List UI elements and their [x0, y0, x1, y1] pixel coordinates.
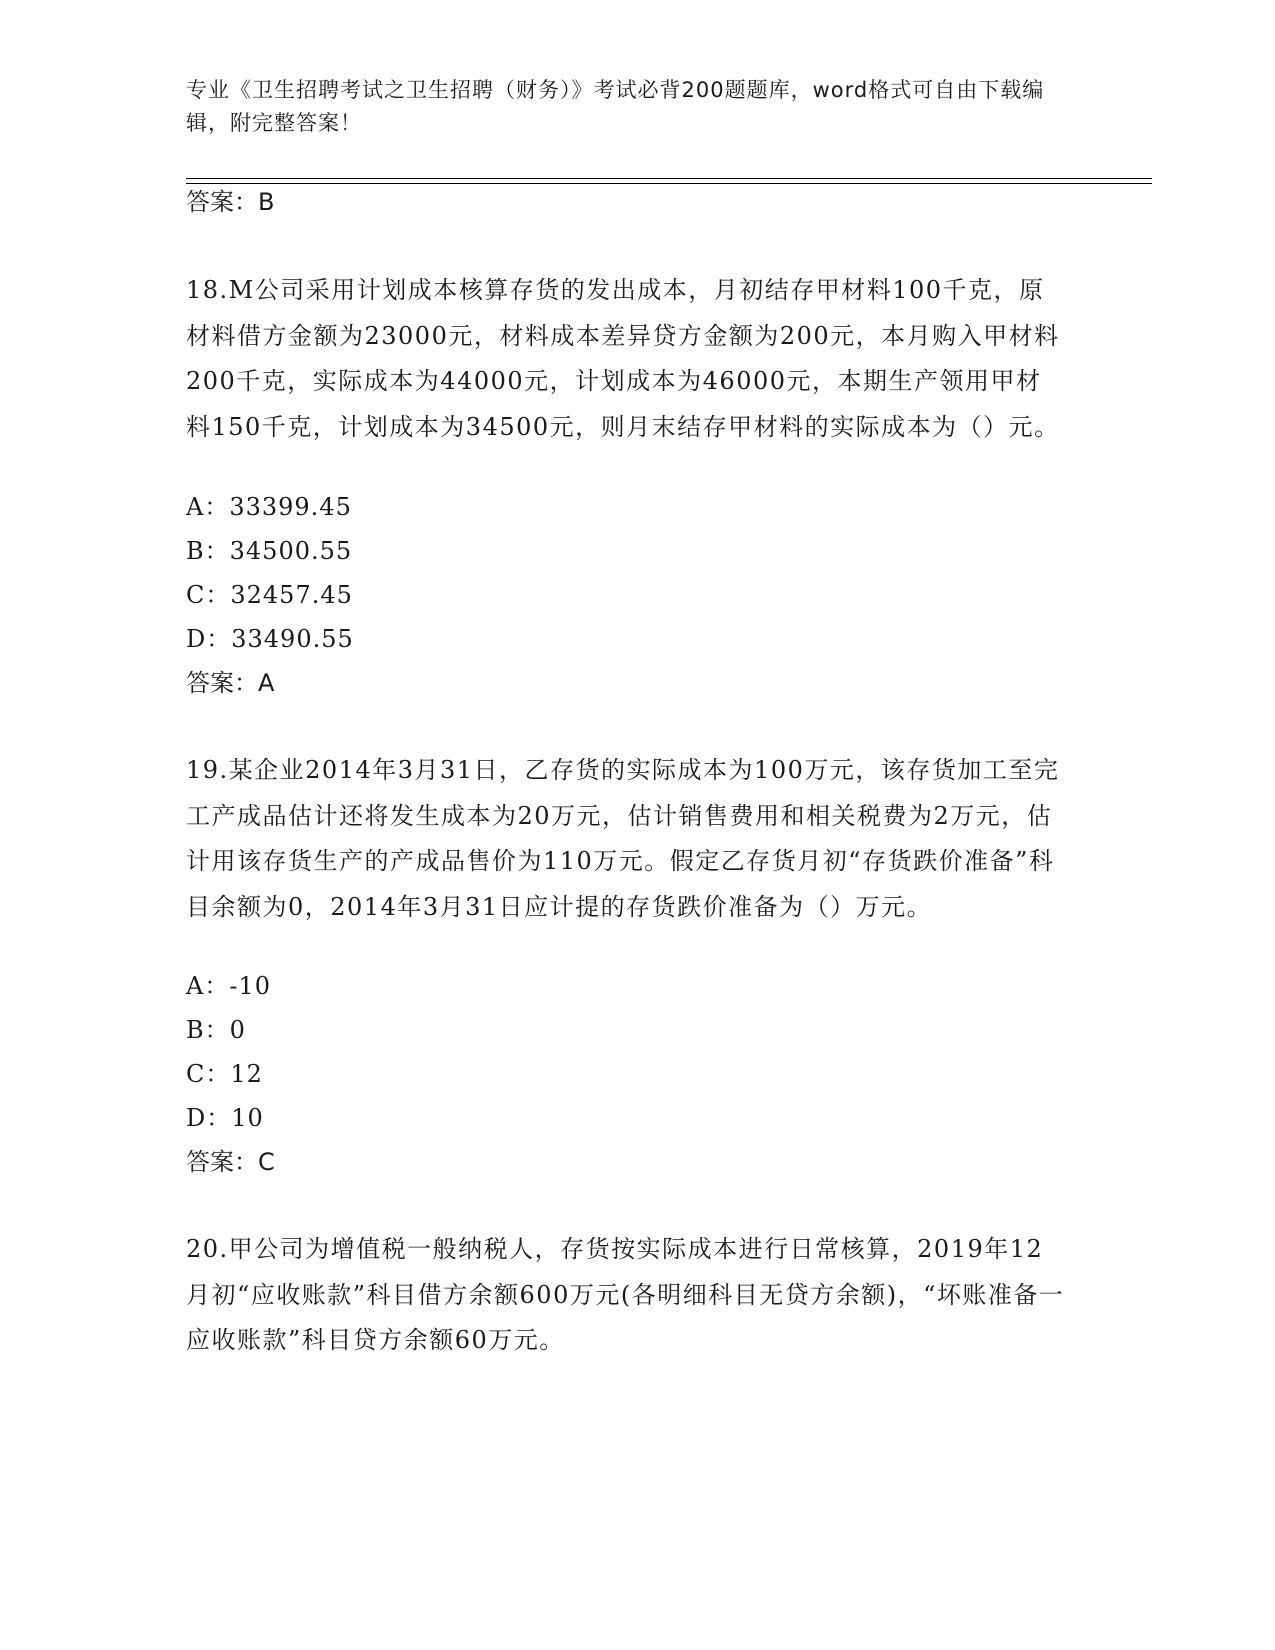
question-19-option-d: D：10: [186, 1104, 264, 1132]
question-19-option-b: B：0: [186, 1016, 246, 1044]
answer-prev: 答案：B: [186, 188, 275, 216]
question-18-answer: 答案：A: [186, 669, 275, 697]
document-header: 专业《卫生招聘考试之卫生招聘（财务）》考试必背200题题库，word格式可自由下载编辑，附完整答案！: [186, 78, 1045, 135]
question-19-answer: 答案：C: [186, 1148, 275, 1176]
question-18-option-a: A：33399.45: [186, 493, 352, 521]
question-18-text: 18.M公司采用计划成本核算存货的发出成本，月初结存甲材料100千克，原材料借方金额为23000元，材料成本差异贷方金额为200元，本月购入甲材料200千克，实际成本为44000元，计划成本为46000元，本期生产领用甲材料150千克，计划成本为34500元，则月末结存甲材料的实际成本为（）元。: [186, 276, 1060, 441]
question-20-text: 20.甲公司为增值税一般纳税人，存货按实际成本进行日常核算，2019年12月初“应收账款”科目借方余额600万元(各明细科目无贷方余额)，“坏账准备一应收账款”科目贷方余额60万元。: [186, 1235, 1065, 1354]
question-19-text: 19.某企业2014年3月31日，乙存货的实际成本为100万元，该存货加工至完工产成品估计还将发生成本为20万元，估计销售费用和相关税费为2万元，估计用该存货生产的产成品售价为110万元。假定乙存货月初“存货跌价准备”科目余额为0，2014年3月31日应计提的存货跌价准备为（）万元。: [186, 756, 1060, 921]
question-18-option-b: B：34500.55: [186, 537, 353, 565]
question-19-option-a: A：-10: [186, 972, 271, 1000]
question-18-option-c: C：32457.45: [186, 581, 353, 609]
question-18-option-d: D：33490.55: [186, 625, 354, 653]
header-rule-bottom: [186, 183, 1152, 184]
question-19-option-c: C：12: [186, 1060, 263, 1088]
header-rule-top: [186, 178, 1152, 179]
